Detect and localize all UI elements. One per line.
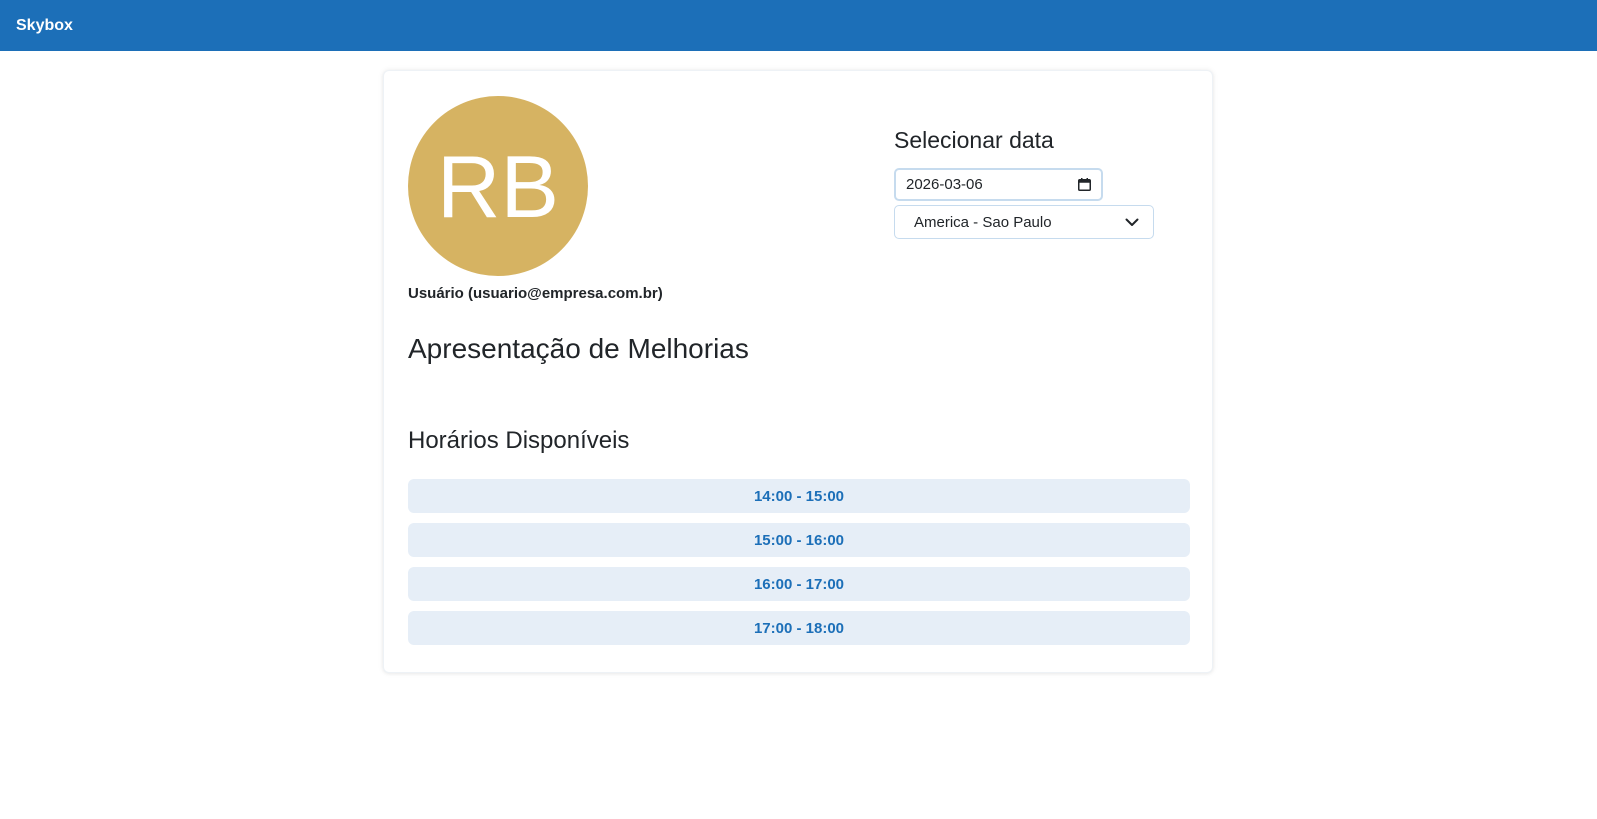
time-slot-button[interactable]: 17:00 - 18:00 xyxy=(408,611,1190,645)
date-input[interactable] xyxy=(894,168,1103,201)
time-slot-button[interactable]: 16:00 - 17:00 xyxy=(408,567,1190,601)
user-info: Usuário (usuario@empresa.com.br) xyxy=(408,285,663,302)
date-value: 2026-03-06 xyxy=(906,176,983,193)
date-heading: Selecionar data xyxy=(894,127,1054,153)
calendar-icon[interactable] xyxy=(1078,178,1091,191)
time-slot-button[interactable]: 14:00 - 15:00 xyxy=(408,479,1190,513)
slots-heading: Horários Disponíveis xyxy=(408,427,630,454)
timezone-value: America - Sao Paulo xyxy=(914,213,1052,231)
slot-list xyxy=(408,479,1190,655)
date-section xyxy=(894,127,1164,239)
time-slot-button[interactable]: 15:00 - 16:00 xyxy=(408,523,1190,557)
booking-card xyxy=(383,70,1213,673)
avatar-initials: RB xyxy=(436,137,560,236)
timezone-select[interactable] xyxy=(894,205,1154,239)
navbar xyxy=(0,0,1597,51)
avatar xyxy=(408,96,588,276)
event-title: Apresentação de Melhorias xyxy=(408,333,749,364)
chevron-down-icon xyxy=(1125,218,1139,227)
brand-link[interactable]: Skybox xyxy=(16,16,73,34)
